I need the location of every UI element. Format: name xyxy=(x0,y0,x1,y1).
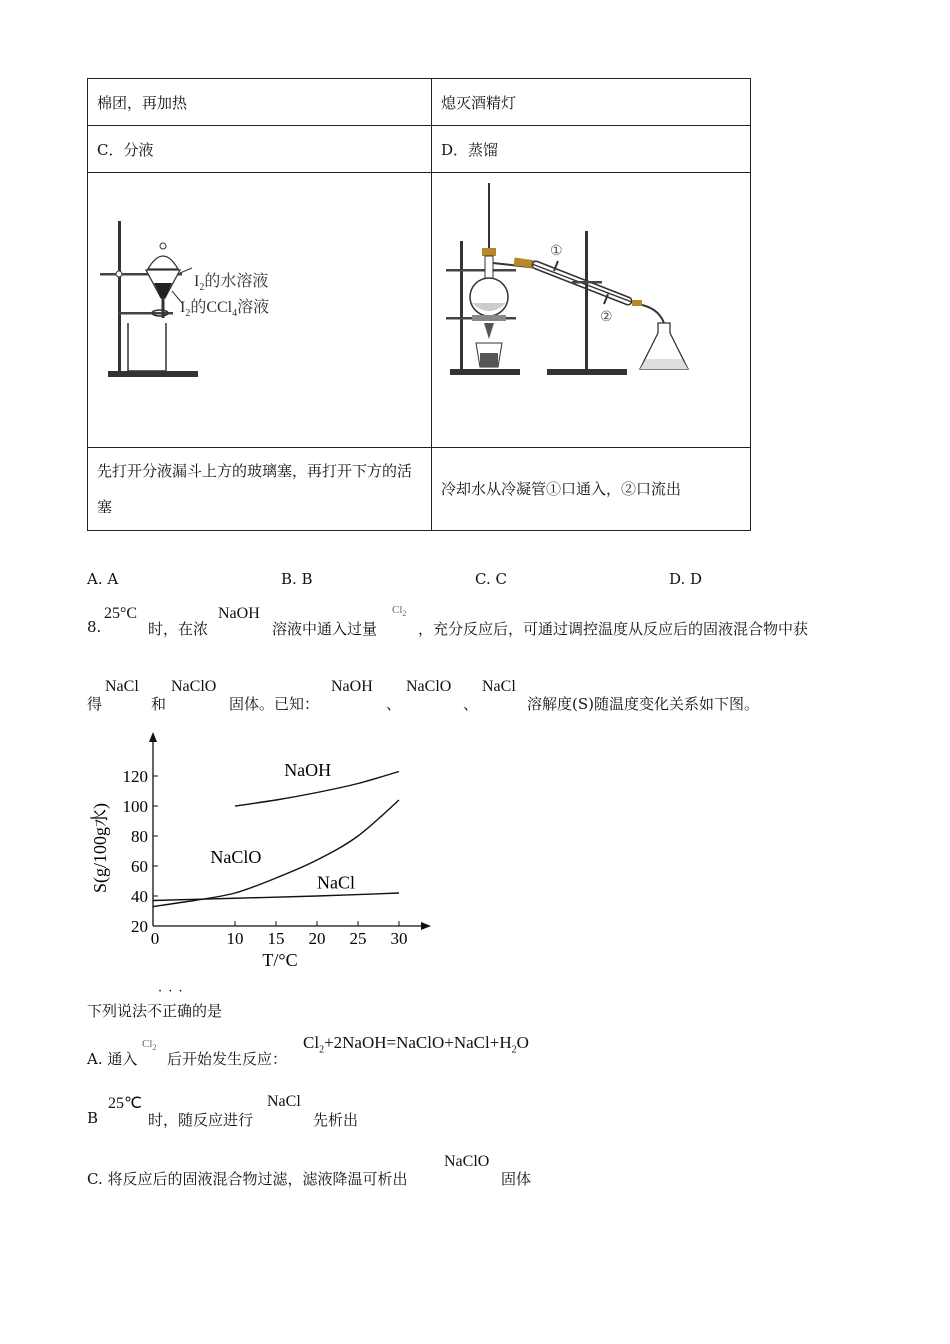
q8-naoh: NaOH xyxy=(218,605,260,622)
choice-d[interactable]: D. D xyxy=(669,570,703,588)
q8-naclo: NaClO xyxy=(171,678,217,695)
ring-arm xyxy=(118,312,173,315)
y-tick-label-60: 60 xyxy=(131,857,148,876)
adapter xyxy=(637,304,664,323)
option-a-prefix[interactable]: A. 通入 xyxy=(87,1050,138,1068)
q8-text-2: 溶液中通入过量 xyxy=(272,620,378,638)
cell-d-operation: 冷却水从冷凝管①口通入，②口流出 xyxy=(432,448,751,531)
left-clamp-1 xyxy=(446,269,516,272)
distillate xyxy=(640,359,688,369)
distillation-figure-cell xyxy=(432,173,751,448)
option-a-cl2: $Cl_2$ xyxy=(142,1038,157,1053)
funnel-stopper xyxy=(160,243,166,249)
cell-b-note: 熄灭酒精灯 xyxy=(432,79,751,126)
mark-1: ① xyxy=(550,244,563,259)
q8-number: 8. xyxy=(87,618,102,636)
q8-text-1: 时，在浓 xyxy=(148,620,209,638)
funnel-top xyxy=(148,256,178,269)
option-c-text[interactable]: C. 将反应后的固液混合物过滤，滤液降温可析出 xyxy=(87,1170,408,1188)
x-tick-label-15: 15 xyxy=(267,929,285,948)
series-label-nacl: NaCl xyxy=(317,872,355,893)
option-b-mid: 时，随反应进行 xyxy=(148,1111,254,1129)
q8-nacl: NaCl xyxy=(105,678,139,695)
option-b-nacl: NaCl xyxy=(267,1093,301,1110)
wire-gauze xyxy=(472,315,506,321)
right-stand-rod xyxy=(585,231,588,371)
q8-text-5: 和 xyxy=(151,695,167,713)
option-c-naclo: NaClO xyxy=(444,1153,490,1170)
stand-base xyxy=(108,371,198,377)
y-axis-label: S(g/100g水) xyxy=(90,803,110,893)
q8-sep-1: 、 xyxy=(386,695,402,713)
option-c-end: 固体 xyxy=(501,1170,532,1188)
solubility-chart xyxy=(80,730,440,975)
label-line-1 xyxy=(180,268,192,273)
cell-d-title: D．蒸馏 xyxy=(432,126,751,173)
y-axis-arrow xyxy=(149,732,157,742)
x-axis-arrow xyxy=(421,922,431,930)
lamp-fuel xyxy=(480,353,498,367)
option-a-mid: 后开始发生反应： xyxy=(167,1050,288,1068)
y-tick-label-40: 40 xyxy=(131,887,148,906)
q8-list-naclo: NaClO xyxy=(406,678,452,695)
emphasis-dots: · · · xyxy=(158,984,184,999)
series-label-naoh: NaOH xyxy=(284,760,332,780)
mark-2: ② xyxy=(600,310,613,325)
q8-sep-2: 、 xyxy=(463,695,479,713)
q8-list-naoh: NaOH xyxy=(331,678,373,695)
cell-b-continued: 棉团，再加热 xyxy=(88,79,432,126)
y-tick-label-20: 20 xyxy=(131,917,148,936)
funnel-stem xyxy=(162,298,165,318)
flame xyxy=(484,323,494,339)
series-naclo xyxy=(153,800,399,907)
cell-c-title: C．分液 xyxy=(88,126,432,173)
adapter-joint xyxy=(632,300,642,306)
q8-cl2: $Cl_2$ xyxy=(392,604,407,619)
y-tick-label-100: 100 xyxy=(122,797,148,816)
x-tick-label-0: 0 xyxy=(150,929,160,948)
series-label-naclo: NaClO xyxy=(210,847,262,867)
q8-temp: 25°C xyxy=(104,605,138,622)
y-tick-label-80: 80 xyxy=(131,827,148,846)
thermometer-stopper xyxy=(482,248,496,256)
q8-text-3: ，充分反应后，可通过调控温度从反应后的固液混合物中获 xyxy=(418,620,809,638)
distillation-figure xyxy=(432,173,750,443)
x-tick-label-20: 20 xyxy=(308,929,326,948)
choice-a[interactable]: A. A xyxy=(87,570,119,588)
q8-list-nacl: NaCl xyxy=(482,678,516,695)
stand-rod xyxy=(118,221,121,373)
beaker xyxy=(128,323,166,371)
q8-text-6: 固体。已知： xyxy=(229,695,320,713)
q8-text-4: 得 xyxy=(87,695,103,713)
x-tick-label-10: 10 xyxy=(226,929,244,948)
q8-text-7: 溶解度(S)随温度变化关系如下图。 xyxy=(527,695,759,713)
clamp-knob xyxy=(116,271,122,277)
left-stand-rod xyxy=(460,241,463,371)
question-stem: 下列说法不正确的是 xyxy=(87,1002,223,1020)
separatory-funnel-figure-cell xyxy=(88,173,432,448)
series-nacl xyxy=(153,893,399,901)
label-ccl4: $I_2$的CCl$_4$溶液 xyxy=(180,299,270,319)
x-axis-label: T/°C xyxy=(262,950,298,970)
options-table xyxy=(87,78,751,531)
choice-c[interactable]: C. C xyxy=(475,570,507,588)
label-aqueous: $I_2$的水溶液 xyxy=(194,273,269,293)
right-clamp xyxy=(572,281,602,284)
choice-b[interactable]: B. B xyxy=(281,570,313,588)
separatory-funnel-figure xyxy=(88,173,431,443)
x-tick-label-30: 30 xyxy=(390,929,408,948)
option-a-equation: $Cl_2+2NaOH=NaClO+NaCl+H_2O$ xyxy=(303,1033,529,1056)
x-tick-label-25: 25 xyxy=(349,929,367,948)
cell-c-operation: 先打开分液漏斗上方的玻璃塞，再打开下方的活塞 xyxy=(88,448,432,531)
condenser-inner xyxy=(532,264,637,304)
option-b-prefix[interactable]: B xyxy=(87,1109,99,1127)
option-b-temp: 25℃ xyxy=(108,1095,142,1112)
y-tick-label-120: 120 xyxy=(122,767,148,786)
option-b-end: 先析出 xyxy=(313,1111,359,1129)
